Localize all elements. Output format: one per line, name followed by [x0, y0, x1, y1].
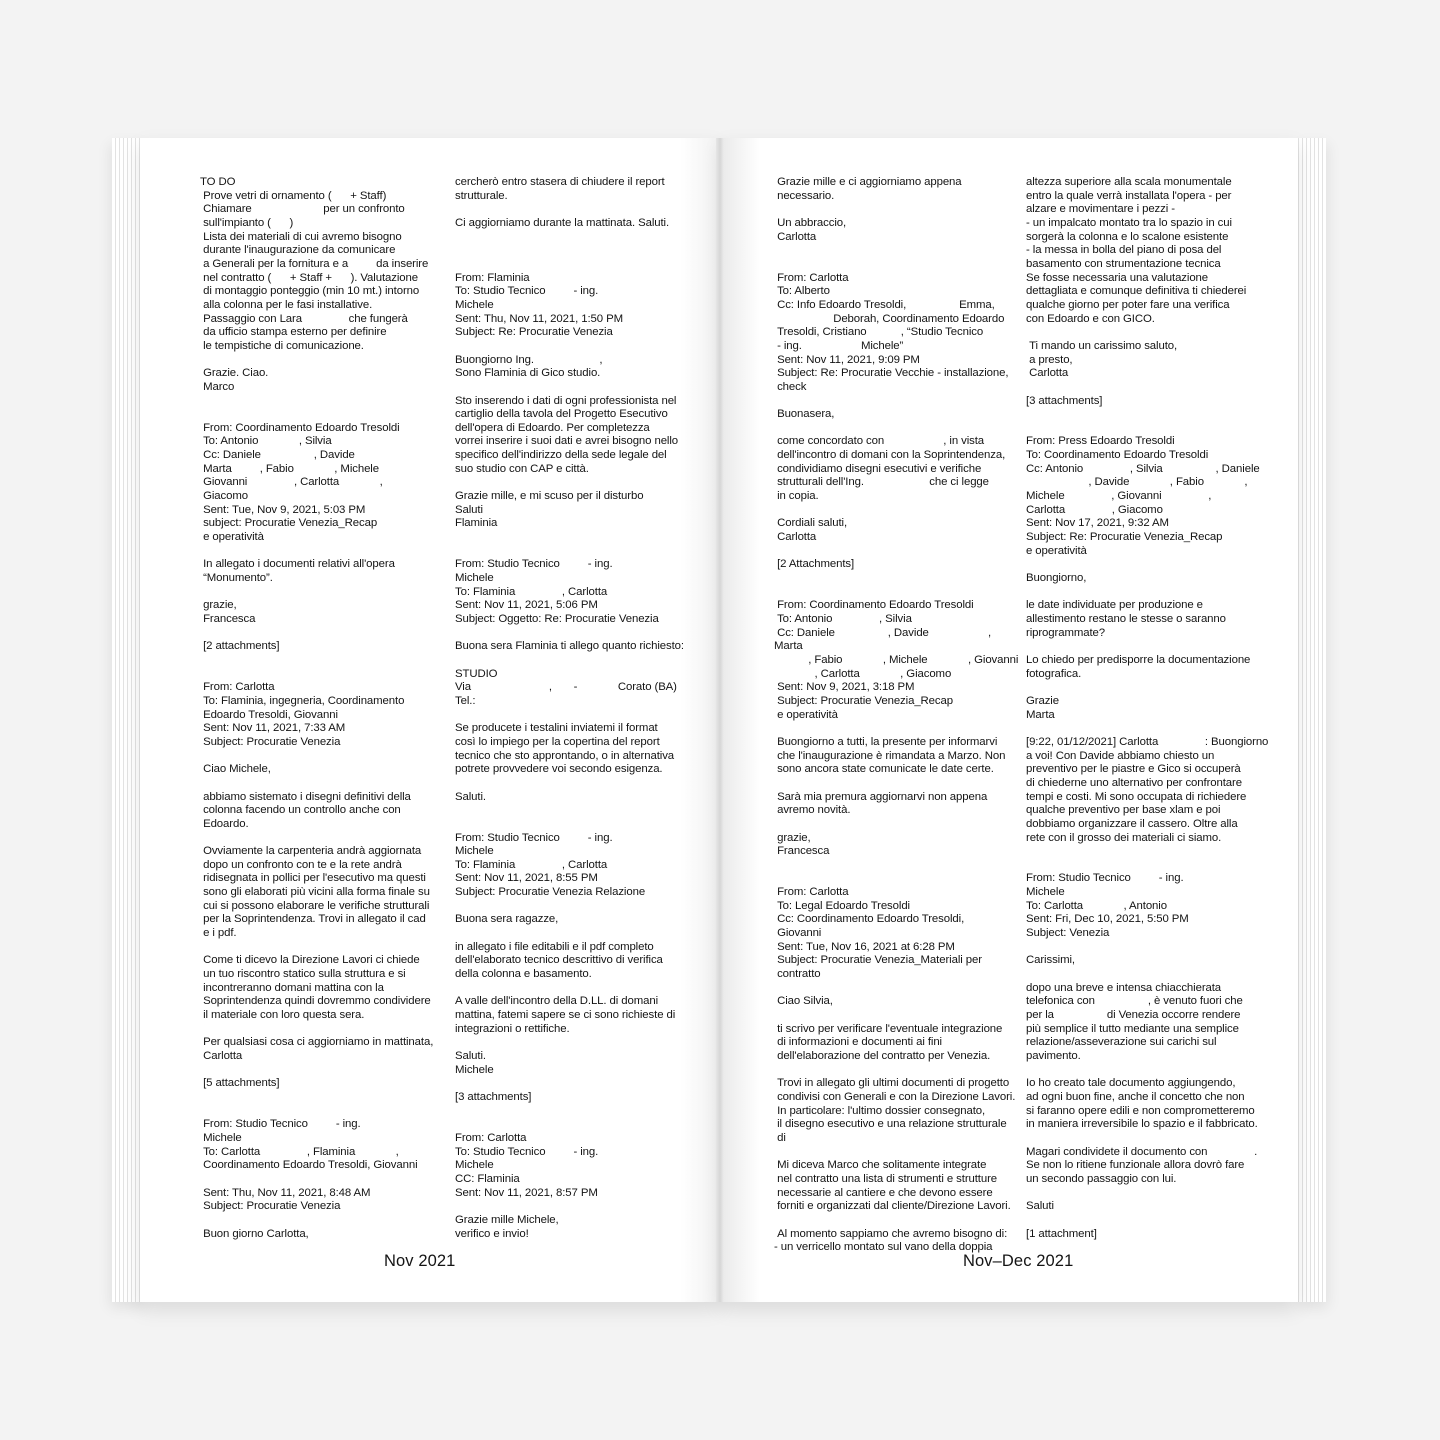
open-book [112, 138, 1326, 1302]
right-page-column-1: Grazie mille e ci aggiorniamo appena necessario. Un abbraccio, Carlotta From: Carlotta To: Alberto Cc: Info Edoardo Tresoldi, Emma, Deborah, Coordinamento Edoardo Tresoldi, Cristiano , “Studio Tecnico - ing. Michele” Sent: Nov 11, 2021, 9:09 PM Subject: Re: Procuratie Vecchie - installazione, check Buonasera, come concordato con , in vista dell'incontro di domani con la Soprintendenza, condividiamo disegni esecutivi e verifiche strutturali dell'Ing. che ci legge in copia. Cordiali saluti, Carlotta [2 Attachments] From: Coordinamento Edoardo Tresoldi To: Antonio , Silvia Cc: Daniele , Davide , Marta , Fabio , Michele , Giovanni , Carlotta , Giacomo Sent: Nov 9, 2021, 3:18 PM Subject: Procuratie Venezia_Recap e operatività Buongiorno a tutti, la presente per informarvi che l'inaugurazione è rimandata a Marzo. Non sono ancora state comunicate le date certe. Sarà mia premura aggiornarvi non appena avremo novità. grazie, Francesca From: Carlotta To: Legal Edoardo Tresoldi Cc: Coordinamento Edoardo Tresoldi, Giovanni Sent: Tue, Nov 16, 2021 at 6:28 PM Subject: Procuratie Venezia_Materiali per contratto Ciao Silvia, ti scrivo per verificare l'eventuale integrazione di informazioni e documenti ai fini dell'elaborazione del contratto per Venezia. Trovi in allegato gli ultimi documenti di progetto condivisi con Generali e con la Direzione Lavori. In particolare: l'ultimo dossier consegnato, il disegno esecutivo e una relazione strutturale di Mi diceva Marco che solitamente integrate nel contratto una lista di strumenti e strutture necessarie al cantiere e che devono essere forniti e organizzati dal cliente/Direzione Lavori. Al momento sappiamo che avremo bisogno di: - un verricello montato sul vano della doppia [774, 176, 1019, 1254]
page-edges-right [1298, 138, 1326, 1302]
right-page-column-2: altezza superiore alla scala monumentale entro la quale verrà installata l'opera - per alzare e movimentare i pezzi - - un impalcato montato tra lo spazio in cui sorgerà la colonna e lo scalone esistente - la messa in bolla del piano di posa del basamento con strumentazione tecnica Se fosse necessaria una valutazione dettagliata e comunque definitiva ti chiederei qualche giorno per poter fare una verifica con Edoardo e con GICO. Ti mando un carissimo saluto, a presto, Carlotta [3 attachments] From: Press Edoardo Tresoldi To: Coordinamento Edoardo Tresoldi Cc: Antonio , Silvia , Daniele , Davide , Fabio , Michele , Giovanni , Carlotta , Giacomo Sent: Nov 17, 2021, 9:32 AM Subject: Re: Procuratie Venezia_Recap e operatività Buongiorno, le date individuate per produzione e allestimento restano le stesse o saranno riprogrammate? Lo chiedo per predisporre la documentazione fotografica. Grazie Marta [9:22, 01/12/2021] Carlotta : Buongiorno a voi! Con Davide abbiamo chiesto un preventivo per le piastre e Gico si occuperà di chiederne uno alternativo per confrontare tempi e costi. Mi sono occupata di richiedere qualche preventivo per base xlam e poi dobbiamo organizzare il cassero. Oltre alla rete con il grosso dei materiali ci siamo. From: Studio Tecnico - ing. Michele To: Carlotta , Antonio Sent: Fri, Dec 10, 2021, 5:50 PM Subject: Venezia Carissimi, dopo una breve e intensa chiacchierata telefonica con , è venuto fuori che per la di Venezia occorre rendere più semplice il tutto mediante una semplice relazione/asseverazione sui carichi sul pavimento. Io ho creato tale documento aggiungendo, ad ogni buon fine, anche il concetto che non si faranno opere edili e non comprometteremo in maniera irreversibile lo spazio e il fabbricato. Magari condividete il documento con . Se non lo ritiene funzionale allora dovrò fare un secondo passaggio con lui. Saluti [1 attachment] [1026, 176, 1269, 1240]
right-page [720, 138, 1298, 1302]
left-page-column-1: TO DO Prove vetri di ornamento ( + Staff) Chiamare per un confronto sull'impianto ( ) Lista dei materiali di cui avremo bisogno durante l'inaugurazione da comunicare a Generali per la fornitura e a da inserire nel contratto ( + Staff + ). Valutazione di montaggio ponteggio (min 10 mt.) intorno alla colonna per le fasi installative. Passaggio con Lara che fungerà da ufficio stampa esterno per definire le tempistiche di comunicazione. Grazie. Ciao. Marco From: Coordinamento Edoardo Tresoldi To: Antonio , Silvia Cc: Daniele , Davide Marta , Fabio , Michele Giovanni , Carlotta , Giacomo Sent: Tue, Nov 9, 2021, 5:03 PM subject: Procuratie Venezia_Recap e operatività In allegato i documenti relativi all'opera “Monumento”. grazie, Francesca [2 attachments] From: Carlotta To: Flaminia, ingegneria, Coordinamento Edoardo Tresoldi, Giovanni Sent: Nov 11, 2021, 7:33 AM Subject: Procuratie Venezia Ciao Michele, abbiamo sistemato i disegni definitivi della colonna facendo un controllo anche con Edoardo. Ovviamente la carpenteria andrà aggiornata dopo un confronto con te e la rete andrà ridisegnata in pollici per l'esecutivo ma questi sono gli elaborati più vicini alla forma finale su cui si possono elaborare le verifiche strutturali per la Soprintendenza. Trovi in allegato il cad e i pdf. Come ti dicevo la Direzione Lavori ci chiede un tuo riscontro statico sulla struttura e si incontreranno domani mattina con la Soprintendenza quindi dovremmo condividere il materiale con loro questa sera. Per qualsiasi cosa ci aggiorniamo in mattinata, Carlotta [5 attachments] From: Studio Tecnico - ing. Michele To: Carlotta , Flaminia , Coordinamento Edoardo Tresoldi, Giovanni Sent: Thu, Nov 11, 2021, 8:48 AM Subject: Procuratie Venezia Buon giorno Carlotta, [200, 176, 434, 1240]
book-gutter [716, 138, 724, 1302]
left-page-column-2: cercherò entro stasera di chiudere il report strutturale. Ci aggiorniamo durante la mattinata. Saluti. From: Flaminia To: Studio Tecnico - ing. Michele Sent: Thu, Nov 11, 2021, 1:50 PM Subject: Re: Procuratie Venezia Buongiorno Ing. , Sono Flaminia di Gico studio. Sto inserendo i dati di ogni professionista nel cartiglio della tavola del Progetto Esecutivo dell'opera di Edoardo. Per completezza vorrei inserire i suoi dati e avrei bisogno nello specifico dell'indirizzo della sede legale del suo studio con CAP e città. Grazie mille, e mi scuso per il disturbo Saluti Flaminia From: Studio Tecnico - ing. Michele To: Flaminia , Carlotta Sent: Nov 11, 2021, 5:06 PM Subject: Oggetto: Re: Procuratie Venezia Buona sera Flaminia ti allego quanto richiesto: STUDIO Via , - Corato (BA) Tel.: Se producete i testalini inviatemi il format così lo impiego per la copertina del report tecnico che sto approntando, o in alternativa potrete provvedere voi secondo esigenza. Saluti. From: Studio Tecnico - ing. Michele To: Flaminia , Carlotta Sent: Nov 11, 2021, 8:55 PM Subject: Procuratie Venezia Relazione Buona sera ragazze, in allegato i file editabili e il pdf completo dell'elaborato tecnico descrittivo di verifica della colonna e basamento. A valle dell'incontro della D.LL. di domani mattina, fatemi sapere se ci sono richieste di integrazioni o rettifiche. Saluti. Michele [3 attachments] From: Carlotta To: Studio Tecnico - ing. Michele CC: Flaminia Sent: Nov 11, 2021, 8:57 PM Grazie mille Michele, verifico e invio! [455, 176, 684, 1240]
left-page [140, 138, 720, 1302]
right-page-footer: Nov–Dec 2021 [963, 1252, 1074, 1270]
left-page-footer: Nov 2021 [384, 1252, 456, 1270]
